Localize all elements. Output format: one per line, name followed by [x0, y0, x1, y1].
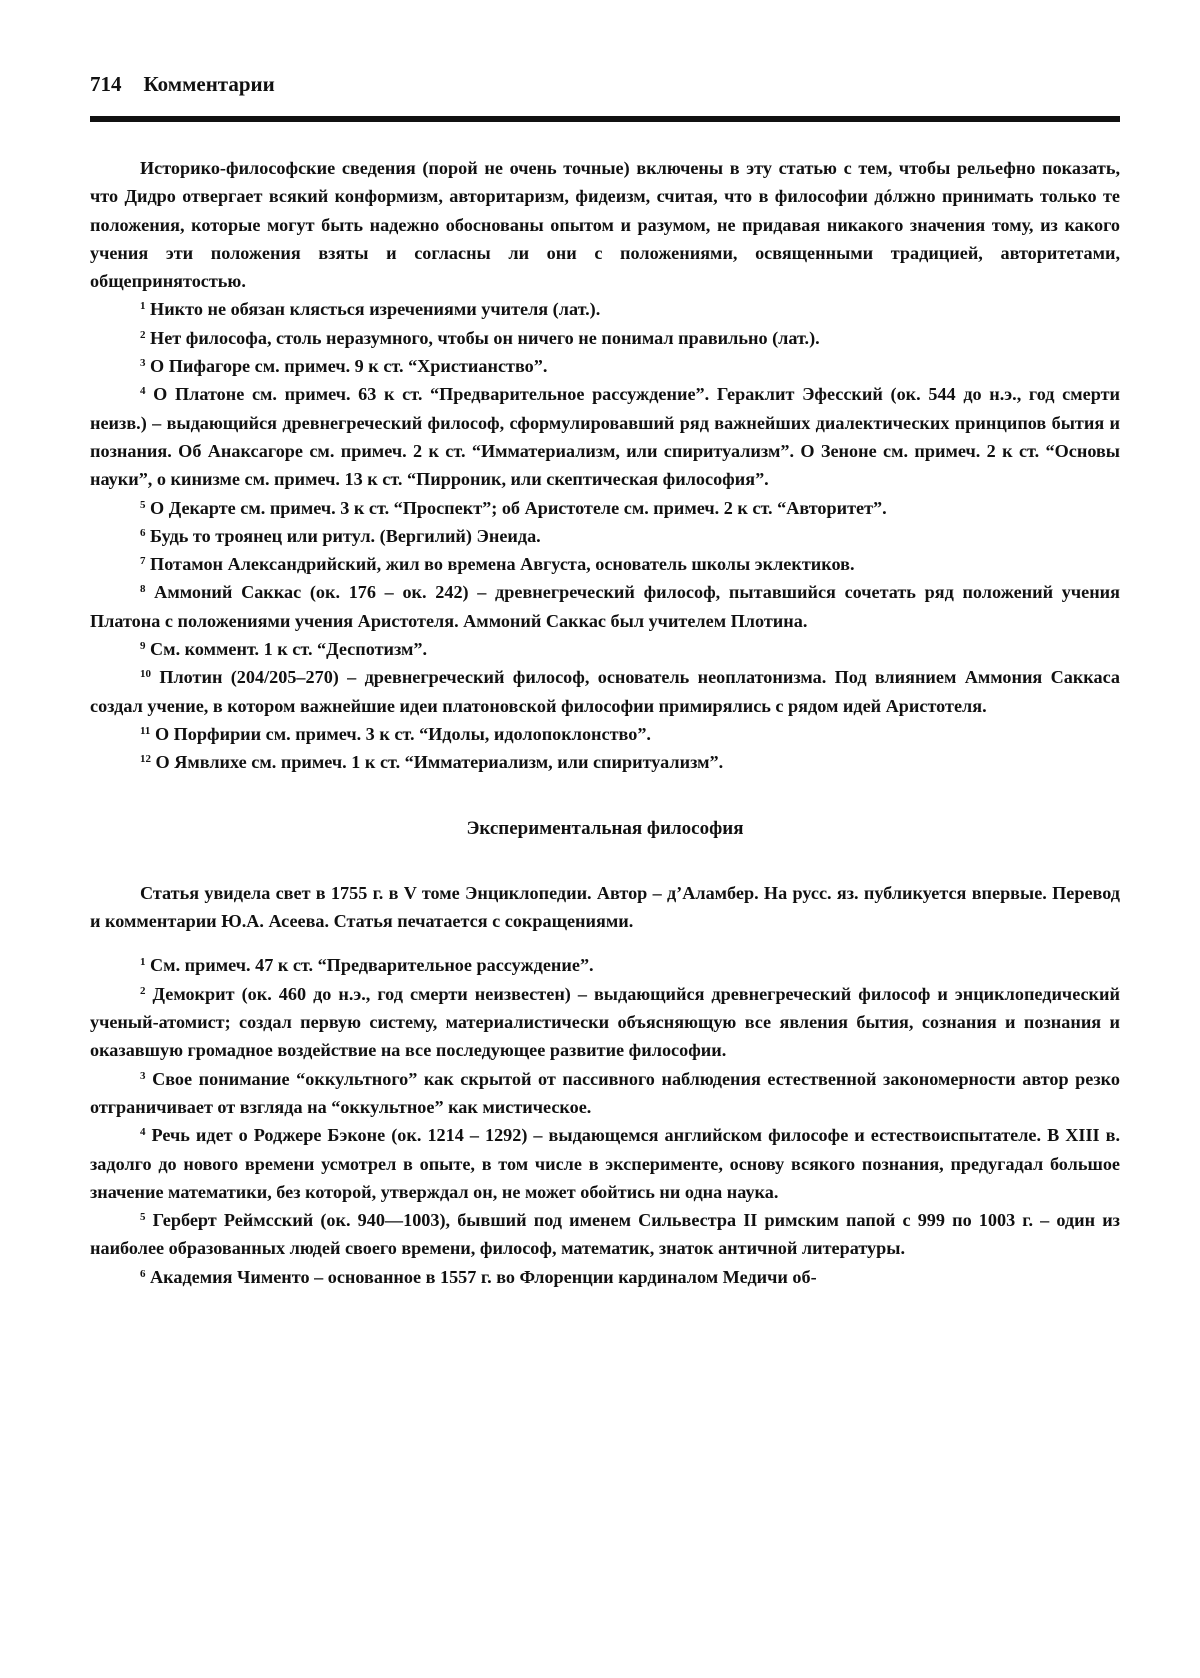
footnote-text: Плотин (204/205–270) – древнегреческий философ, основатель неоплатонизма. Под влиянием Аммония Саккаса создал учение, в котором важнейшие идеи платоновской философии примирялись с рядом идей Аристотеля. — [90, 667, 1120, 716]
footnote-text: Академия Чименто – основанное в 1557 г. во Флоренции кардиналом Медичи об- — [145, 1266, 817, 1287]
footnote-text: Нет философа, столь неразумного, чтобы он ничего не понимал правильно (лат.). — [145, 327, 820, 348]
footnote — [90, 1121, 1120, 1206]
section-title: Экспериментальная философия — [466, 817, 744, 839]
footnote-text: Потамон Александрийский, жил во времена Августа, основатель школы эклектиков. — [145, 554, 855, 575]
footnote — [90, 324, 1120, 352]
running-header — [90, 72, 1120, 104]
footnote-text: О Декарте см. примеч. 3 к ст. “Проспект”; об Аристотеле см. примеч. 2 к ст. “Авторитет”. — [145, 497, 887, 518]
header-rule — [90, 116, 1120, 122]
footnote — [90, 550, 1120, 578]
footnote-number: 7 — [140, 555, 146, 568]
footnote-text: Свое понимание “оккультного” как скрытой от пассивного наблюдения естественной закономерности автор резко отграничивает от взгляда на “оккультное” как мистическое. — [90, 1068, 1120, 1117]
footnote-text: О Ямвлихе см. примеч. 1 к ст. “Имматериализм, или спиритуализм”. — [151, 752, 724, 773]
footnote-text: Демокрит (ок. 460 до н.э., год смерти неизвестен) – выдающийся древнегреческий философ и энциклопедический ученый-атомист; создал первую систему, материалистически объясняющую все явления бытия, сознания и познания и оказавшую громадное воздействие на все последующее развитие философии. — [90, 983, 1120, 1061]
footnote-text: Аммоний Саккас (ок. 176 – ок. 242) – древнегреческий философ, пытавшийся сочетать ряд положений учения Платона с положениями учения Аристотеля. Аммоний Саккас был учителем Плотина. — [90, 582, 1120, 631]
intro-paragraph: Историко-философские сведения (порой не очень точные) включены в эту статью с тем, чтобы рельефно показать, что Дидро отвергает всякий конформизм, авторитаризм, фидеизм, считая, что в философии дóлжно принимать только те положения, которые могут быть надежно обоснованы опытом и разумом, не придавая никакого значения тому, из какого учения эти положения взяты и согласны ли они с положениями, освященными традицией, авторитетами, общепринятостью. — [90, 158, 1120, 292]
footnote-number: 2 — [140, 984, 146, 997]
footnote-number: 9 — [140, 640, 146, 653]
footnote-text: Герберт Реймсский (ок. 940—1003), бывший под именем Сильвестра II римским папой с 999 по 1003 г. – один из наиболее образованных людей своего времени, философ, математик, знаток античной литературы. — [90, 1210, 1120, 1259]
running-title: Комментарии — [143, 72, 275, 96]
footnote-text: См. примеч. 47 к ст. “Предварительное рассуждение”. — [145, 955, 594, 976]
footnote-number: 3 — [140, 1069, 146, 1082]
footnote-text: Будь то троянец или ритул. (Вергилий) Энеида. — [145, 525, 541, 546]
page-body — [90, 154, 1120, 1291]
spacer — [90, 935, 1120, 951]
footnote-number: 5 — [140, 498, 146, 511]
footnote-number: 11 — [140, 724, 151, 737]
footnote-number: 8 — [140, 583, 146, 596]
footnote-number: 3 — [140, 357, 146, 370]
footnote-text: О Порфирии см. примеч. 3 к ст. “Идолы, идолопоклонство”. — [150, 723, 651, 744]
footnote — [90, 1065, 1120, 1122]
footnote-text: О Пифагоре см. примеч. 9 к ст. “Христианство”. — [145, 356, 548, 377]
footnote — [90, 380, 1120, 493]
footnote — [90, 578, 1120, 635]
footnote-text: См. коммент. 1 к ст. “Деспотизм”. — [145, 639, 428, 660]
footnote-text: О Платоне см. примеч. 63 к ст. “Предварительное рассуждение”. Гераклит Эфесский (ок. 544 до н.э., год смерти неизв.) – выдающийся древнегреческий философ, сформулировавший ряд важнейших диалектических принципов бытия и познания. Об Анаксагоре см. примеч. 2 к ст. “Имматериализм, или спиритуализм”. О Зеноне см. примеч. 2 к ст. “Основы науки”, о кинизме см. примеч. 13 к ст. “Пирроник, или скептическая философия”. — [90, 384, 1120, 490]
footnote-number: 2 — [140, 328, 146, 341]
footnote — [90, 720, 1120, 748]
footnote — [90, 748, 1120, 776]
footnote-number: 4 — [140, 1126, 146, 1139]
page-number: 714 — [90, 72, 122, 96]
footnote-number: 4 — [140, 385, 146, 398]
footnote — [90, 951, 1120, 979]
footnote-text: Речь идет о Роджере Бэконе (ок. 1214 – 1292) – выдающемся английском философе и естествоиспытателе. В XIII в. задолго до нового времени усмотрел в опыте, в том числе в эксперименте, основу всякого познания, предугадал большое значение математики, без которой, утверждал он, не может обойтись ни одна наука. — [90, 1125, 1120, 1202]
notes-list-1 — [90, 295, 1120, 776]
footnote-number: 12 — [140, 753, 151, 766]
footnote-number: 1 — [140, 300, 146, 313]
footnote-number: 5 — [140, 1211, 146, 1224]
footnote — [90, 1206, 1120, 1263]
footnote-number: 6 — [140, 1267, 146, 1280]
footnote — [90, 494, 1120, 522]
footnote — [90, 635, 1120, 663]
footnote — [90, 663, 1120, 720]
footnote-number: 6 — [140, 526, 146, 539]
section-intro: Статья увидела свет в 1755 г. в V томе Энциклопедии. Автор – д’Аламбер. На русс. яз. публикуется впервые. Перевод и комментарии Ю.А. Асеева. Статья печатается с сокращениями. — [90, 882, 1120, 932]
footnote — [90, 352, 1120, 380]
footnote — [90, 980, 1120, 1065]
notes-list-2 — [90, 951, 1120, 1291]
footnote-number: 10 — [140, 668, 151, 681]
footnote — [90, 295, 1120, 323]
footnote-number: 1 — [140, 956, 146, 969]
page — [90, 72, 1120, 1291]
footnote — [90, 522, 1120, 550]
footnote — [90, 1263, 1120, 1291]
footnote-text: Никто не обязан клясться изречениями учителя (лат.). — [145, 299, 601, 320]
